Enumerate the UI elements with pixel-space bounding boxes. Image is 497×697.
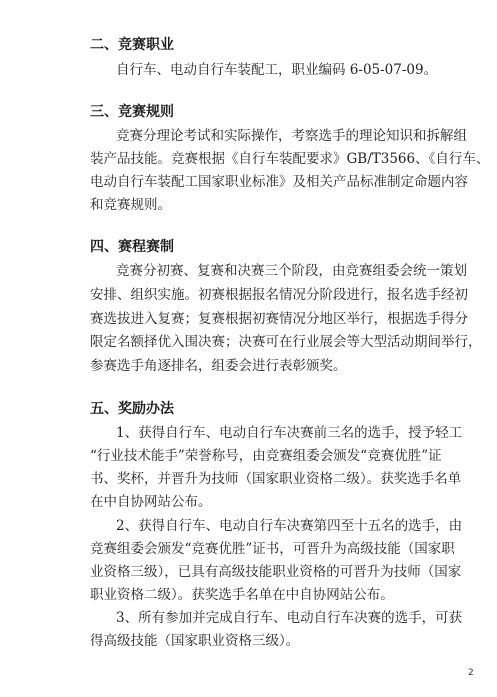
section-heading-rewards: 五、奖励办法: [90, 401, 174, 417]
paragraph-line: 竞赛组委会颁发“竞赛优胜”证书，可晋升为高级技能（国家职: [90, 541, 455, 557]
paragraph-line: 安排、组织实施。初赛根据报名情况分阶段进行，报名选手经初: [90, 287, 468, 303]
paragraph-line: 竞赛分理论考试和实际操作，考察选手的理论知识和拆解组: [116, 128, 467, 144]
section-heading-rules: 三、竞赛规则: [90, 104, 174, 120]
paragraph-line: 3、所有参加并完成自行车、电动自行车决赛的选手，可获: [116, 610, 463, 626]
paragraph-line: 得高级技能（国家职业资格三级）。: [90, 633, 300, 649]
paragraph-line: 业资格三级），已具有高级技能职业资格的可晋升为技师（国家: [90, 564, 462, 580]
paragraph-line: 和竞赛规则。: [90, 197, 171, 213]
paragraph-line: 竞赛分初赛、复赛和决赛三个阶段，由竞赛组委会统一策划: [116, 263, 467, 279]
paragraph-line: 书、奖杯，并晋升为技师（国家职业资格二级）。获奖选手名单: [90, 471, 462, 487]
paragraph-line: 2、获得自行车、电动自行车决赛第四至十五名的选手，由: [116, 518, 463, 534]
paragraph-line: 参赛选手角逐排名，组委会进行表彰颁奖。: [90, 358, 347, 374]
paragraph-line: 装产品技能。竞赛根据《自行车装配要求》GB/T3566、《自行车、: [90, 151, 490, 167]
paragraph-line: 限定名额择优入围决赛；决赛可在行业展会等大型活动期间举行，: [90, 334, 482, 350]
paragraph-line: “行业技术能手”荣誉称号，由竞赛组委会颁发“竞赛优胜”证: [90, 448, 442, 464]
page-number: 2: [468, 668, 474, 678]
section-heading-schedule: 四、赛程赛制: [90, 239, 174, 255]
paragraph-line: 职业资格二级）。获奖选手名单在中自协网站公布。: [90, 587, 394, 603]
paragraph-line: 1、获得自行车、电动自行车决赛前三名的选手，授予轻工: [116, 425, 463, 441]
paragraph-line: 电动自行车装配工国家职业标准》及相关产品标准制定命题内容: [90, 174, 468, 190]
paragraph-line: 在中自协网站公布。: [90, 494, 212, 510]
section-heading-occupation: 二、竞赛职业: [90, 37, 174, 53]
paragraph-line: 自行车、电动自行车装配工，职业编码 6-05-07-09。: [116, 62, 438, 78]
paragraph-line: 赛选拔进入复赛；复赛根据初赛情况分地区举行，根据选手得分: [90, 311, 468, 327]
